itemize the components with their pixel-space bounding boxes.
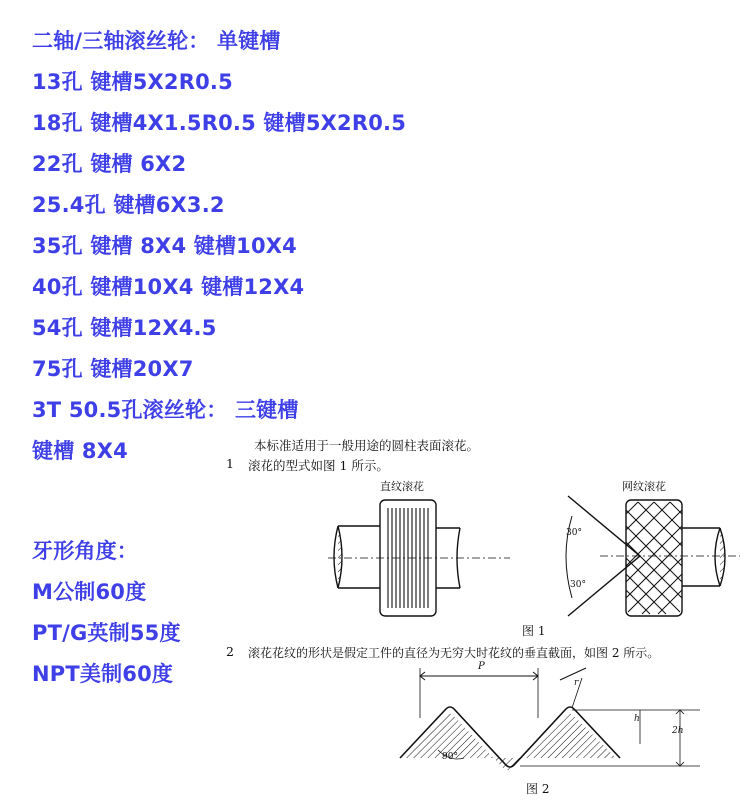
knurling-drawings	[220, 428, 750, 800]
angle-metric: M公制60度	[32, 580, 147, 604]
spec-line-54: 54孔 键槽12X4.5	[32, 316, 217, 340]
doc-item1-number: 1	[226, 456, 234, 471]
tooth-profile-drawing	[400, 668, 700, 770]
radius-label: r	[574, 678, 579, 688]
spec-line-3t: 3T 50.5孔滚丝轮： 三键槽	[32, 398, 299, 422]
spec-line-22: 22孔 键槽 6X2	[32, 152, 187, 176]
doc-item1-text: 滚花的型式如图 1 所示。	[248, 458, 389, 473]
spec-line-75: 75孔 键槽20X7	[32, 357, 194, 381]
straight-knurl-label: 直纹滚花	[380, 480, 424, 493]
angle-title: 牙形角度：	[32, 539, 138, 563]
spec-line-25-4: 25.4孔 键槽6X3.2	[32, 193, 225, 217]
doc-item2-number: 2	[226, 644, 234, 659]
spec-line-keyway-8x4: 键槽 8X4	[32, 439, 128, 463]
angle-top-label: 30°	[566, 528, 582, 538]
spec-title: 二轴/三轴滚丝轮： 单键槽	[32, 29, 281, 53]
doc-intro: 本标准适用于一般用途的圆柱表面滚花。	[254, 438, 480, 453]
angle-npt: NPT美制60度	[32, 662, 174, 686]
mesh-knurl-drawing	[566, 496, 740, 616]
knurling-standard-scan	[220, 428, 750, 800]
straight-knurl-drawing	[328, 500, 510, 616]
spec-line-18: 18孔 键槽4X1.5R0.5 键槽5X2R0.5	[32, 111, 407, 135]
double-height-label: 2h	[672, 726, 684, 736]
spec-line-13: 13孔 键槽5X2R0.5	[32, 70, 233, 94]
pitch-label: P	[478, 661, 485, 672]
height-label: h	[634, 714, 640, 724]
mesh-knurl-label: 网纹滚花	[622, 480, 666, 493]
fig1-caption: 图 1	[522, 624, 546, 638]
angle-bottom-label: 30°	[570, 580, 586, 590]
spec-line-40: 40孔 键槽10X4 键槽12X4	[32, 275, 305, 299]
angle-pt-g: PT/G英制55度	[32, 621, 181, 645]
doc-item2-text: 滚花花纹的形状是假定工件的直径为无穷大时花纹的垂直截面，如图 2 所示。	[248, 646, 660, 660]
spec-line-35: 35孔 键槽 8X4 键槽10X4	[32, 234, 297, 258]
fig2-caption: 图 2	[526, 782, 550, 796]
